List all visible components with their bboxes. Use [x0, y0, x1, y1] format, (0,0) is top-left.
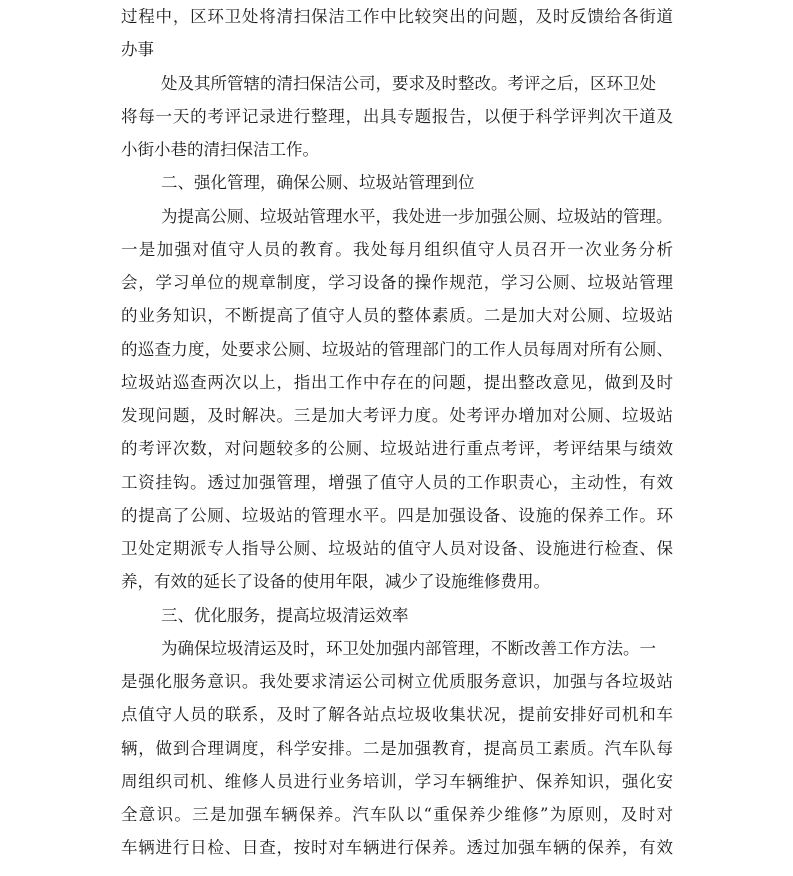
- text-line: 点值守人员的联系，及时了解各站点垃圾收集状况，提前安排好司机和车: [121, 705, 673, 724]
- text-line: 一是加强对值守人员的教育。我处每月组织值守人员召开一次业务分析: [121, 240, 673, 259]
- text-line: 小街小巷的清扫保洁工作。: [121, 140, 319, 159]
- text-line: 为确保垃圾清运及时，环卫处加强内部管理，不断改善工作方法。一: [161, 639, 656, 658]
- text-line: 过程中，区环卫处将清扫保洁工作中比较突出的问题，及时反馈给各街道: [121, 7, 673, 26]
- text-line: 养，有效的延长了设备的使用年限，减少了设施维修费用。: [121, 572, 550, 591]
- text-line: 发现问题，及时解决。三是加大考评力度。处考评办增加对公厕、垃圾站: [121, 406, 673, 425]
- text-line: 卫处定期派专人指导公厕、垃圾站的值守人员对设备、设施进行检查、保: [121, 539, 673, 558]
- text-line: 周组织司机、维修人员进行业务培训，学习车辆维护、保养知识，强化安: [121, 772, 673, 791]
- text-line: 的提高了公厕、垃圾站的管理水平。四是加强设备、设施的保养工作。环: [121, 506, 673, 525]
- section-heading: 三、优化服务，提高垃圾清运效率: [161, 606, 409, 625]
- text-line: 的巡查力度，处要求公厕、垃圾站的管理部门的工作人员每周对所有公厕、: [121, 340, 673, 359]
- text-line: 工资挂钩。透过加强管理，增强了值守人员的工作职责心，主动性，有效: [121, 473, 673, 492]
- text-line: 会，学习单位的规章制度，学习设备的操作规范，学习公厕、垃圾站管理: [121, 273, 673, 292]
- text-line: 处及其所管辖的清扫保洁公司，要求及时整改。考评之后，区环卫处: [161, 74, 656, 93]
- text-line: 的业务知识，不断提高了值守人员的整体素质。二是加大对公厕、垃圾站: [121, 306, 673, 325]
- text-line: 办事: [121, 40, 154, 59]
- text-line: 全意识。三是加强车辆保养。汽车队以“重保养少维修”为原则，及时对: [121, 805, 673, 824]
- text-line: 垃圾站巡查两次以上，指出工作中存在的问题，提出整改意见，做到及时: [121, 373, 673, 392]
- text-line: 是强化服务意识。我处要求清运公司树立优质服务意识，加强与各垃圾站: [121, 672, 673, 691]
- text-line: 的考评次数，对问题较多的公厕、垃圾站进行重点考评，考评结果与绩效: [121, 439, 673, 458]
- text-line: 为提高公厕、垃圾站管理水平，我处进一步加强公厕、垃圾站的管理。: [161, 207, 673, 226]
- text-line: 车辆进行日检、日查，按时对车辆进行保养。透过加强车辆的保养，有效: [121, 838, 673, 857]
- text-line: 将每一天的考评记录进行整理，出具专题报告，以便于科学评判次干道及: [121, 107, 673, 126]
- section-heading: 二、强化管理，确保公厕、垃圾站管理到位: [161, 173, 475, 192]
- text-line: 辆，做到合理调度，科学安排。二是加强教育，提高员工素质。汽车队每: [121, 739, 673, 758]
